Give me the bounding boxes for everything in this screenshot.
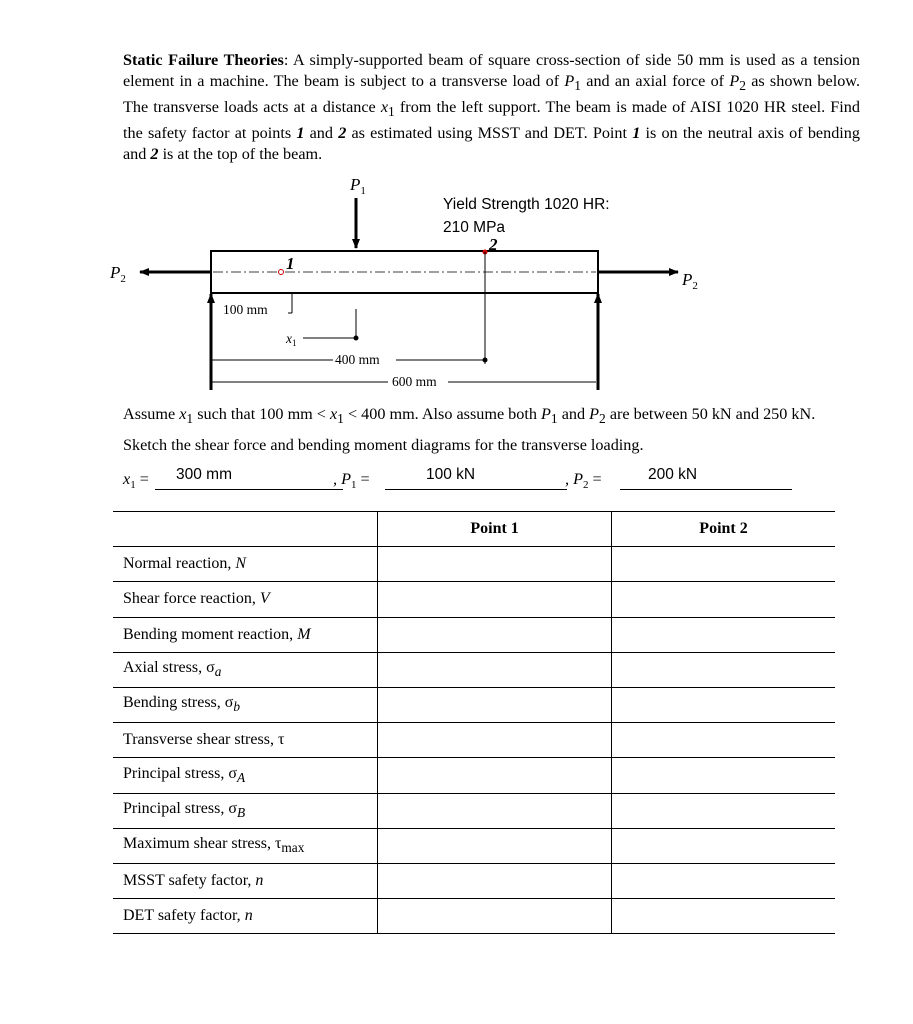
point-1-cell[interactable] — [378, 723, 612, 758]
point-1-cell[interactable] — [378, 547, 612, 582]
row-label: Transverse shear stress, τ — [113, 723, 378, 758]
given-values — [123, 464, 803, 494]
point-1-cell[interactable] — [378, 793, 612, 828]
row-label: Normal reaction, N — [113, 547, 378, 582]
point-1-cell[interactable] — [378, 617, 612, 652]
table-row — [113, 793, 835, 828]
problem-statement: Static Failure Theories: A simply-supported beam of square cross-section of side 50 mm is used as a tension element in a machine. The beam is subject to a transverse load of $P_1$ and an axial force of $P_2$ as shown below. The transverse loads acts at a distance $x_1$ from the left support. The beam is made of AISI 1020 HR steel. Find the safety factor at points 1 and 2 as estimated using MSST and DET. Point 1 is on the neutral axis of bending and 2 is at the top of the beam. — [123, 51, 860, 164]
point-2-cell[interactable] — [612, 758, 835, 793]
point-2-cell[interactable] — [612, 793, 835, 828]
dim-400-label: 400 mm — [335, 352, 380, 367]
p2-field[interactable] — [620, 489, 792, 490]
axial-force-right-label: $P_2$ — [682, 270, 698, 292]
dim-100-label: 100 mm — [223, 302, 268, 317]
axial-force-left-label: $P_2$ — [110, 263, 126, 285]
row-label: Principal stress, $\sigma_B$ — [113, 793, 378, 828]
table-row — [113, 828, 835, 863]
table-row — [113, 723, 835, 758]
yield-strength-label: Yield Strength 1020 HR: — [443, 196, 610, 213]
row-label: Maximum shear stress, $\tau_{max}$ — [113, 828, 378, 863]
load-p1-label: $P_1$ — [350, 175, 366, 197]
table-header-row — [113, 512, 835, 547]
point-1-cell[interactable] — [378, 899, 612, 934]
row-label: Bending moment reaction, M — [113, 617, 378, 652]
point-2-cell[interactable] — [612, 687, 835, 722]
point-2-cell[interactable] — [612, 828, 835, 863]
point-1-cell[interactable] — [378, 582, 612, 617]
table-row — [113, 863, 835, 898]
table-row — [113, 758, 835, 793]
row-label: Bending stress, $\sigma_b$ — [113, 687, 378, 722]
x1-field[interactable] — [155, 489, 343, 490]
p2-value: 200 kN — [648, 466, 698, 483]
x1-value: 300 mm — [176, 466, 232, 483]
table-header-point-2: Point 2 — [612, 512, 835, 547]
point-1-cell[interactable] — [378, 652, 612, 687]
results-table — [113, 511, 835, 934]
problem-heading: Static Failure Theories — [123, 51, 284, 69]
point-2-cell[interactable] — [612, 863, 835, 898]
point-2-cell[interactable] — [612, 723, 835, 758]
point-1-cell[interactable] — [378, 758, 612, 793]
table-row — [113, 899, 835, 934]
p1-field-label: , $P_1$ = — [333, 470, 370, 492]
point-2-label: 2 — [489, 235, 498, 254]
yield-strength-value: 210 MPa — [443, 219, 506, 236]
point-1-cell[interactable] — [378, 863, 612, 898]
point-1-marker — [279, 270, 284, 275]
p1-value: 100 kN — [426, 466, 476, 483]
table-header-blank — [113, 512, 378, 547]
dim-x1-label: $x_1$ — [286, 331, 297, 348]
row-label: MSST safety factor, n — [113, 863, 378, 898]
point-2-cell[interactable] — [612, 899, 835, 934]
table-row — [113, 547, 835, 582]
point-2-cell[interactable] — [612, 582, 835, 617]
table-row — [113, 582, 835, 617]
row-label: Shear force reaction, V — [113, 582, 378, 617]
table-row — [113, 617, 835, 652]
row-label: Axial stress, $\sigma_a$ — [113, 652, 378, 687]
point-1-label: 1 — [286, 254, 295, 273]
table-row — [113, 687, 835, 722]
point-2-cell[interactable] — [612, 652, 835, 687]
point-1-cell[interactable] — [378, 828, 612, 863]
p2-field-label: , $P_2$ = — [565, 470, 602, 492]
point-2-cell[interactable] — [612, 617, 835, 652]
assumption-text: Assume $x_1$ such that 100 mm < $x_1 < 400$ mm. Also assume both $P_1$ and $P_2$ are between 50 kN and 250 kN. Sketch the shear force and bending moment diagrams for the transverse loading. — [123, 405, 816, 455]
table-row — [113, 652, 835, 687]
beam-diagram — [100, 168, 720, 393]
row-label: DET safety factor, n — [113, 899, 378, 934]
point-2-cell[interactable] — [612, 547, 835, 582]
dim-600-label: 600 mm — [392, 374, 437, 389]
table-header-point-1: Point 1 — [378, 512, 612, 547]
row-label: Principal stress, $\sigma_A$ — [113, 758, 378, 793]
p1-field[interactable] — [385, 489, 567, 490]
x1-field-label: $x_1$ = — [123, 470, 149, 492]
point-1-cell[interactable] — [378, 687, 612, 722]
